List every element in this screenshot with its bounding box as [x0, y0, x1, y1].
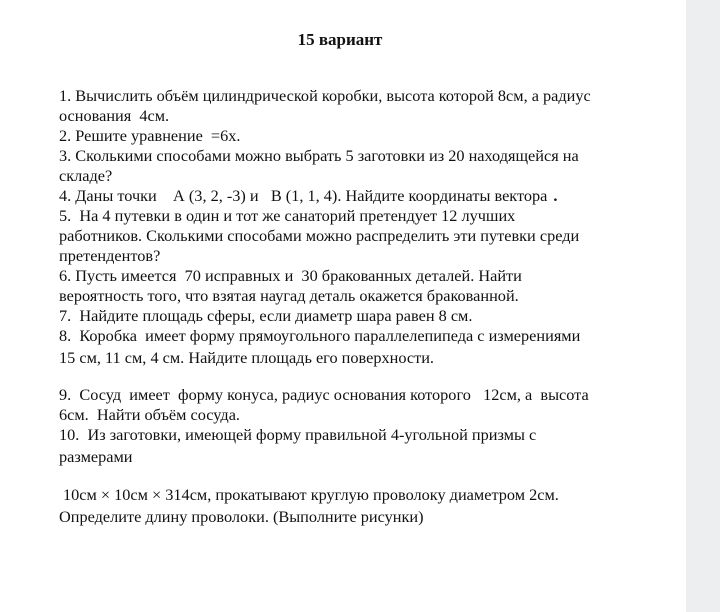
task-6-line-1: 6. Пусть имеется 70 исправных и 30 бракованных деталей. Найти [59, 266, 522, 285]
task-5-line-1: 5. На 4 путевки в один и тот же санаторий претендует 12 лучших [59, 206, 516, 225]
task-10-line-1: 10. Из заготовки, имеющей форму правильной 4-угольной призмы с [59, 425, 537, 444]
task-8-line-2: 15 см, 11 см, 4 см. Найдите площадь его поверхности. [59, 348, 434, 367]
task-10-line-4: Определите длину проволоки. (Выполните рисунки) [59, 507, 424, 526]
vector-symbol: . [553, 186, 558, 205]
page-title: 15 вариант [297, 30, 383, 49]
task-7-line-1: 7. Найдите площадь сферы, если диаметр шара равен 8 см. [59, 306, 473, 325]
task-1-line-2: основания 4см. [59, 106, 170, 125]
task-5-line-2: работников. Сколькими способами можно распределить эти путевки среди [59, 226, 580, 245]
task-3-line-2: складе? [59, 166, 113, 185]
task-8-line-1: 8. Коробка имеет форму прямоугольного параллелепипеда с измерениями [59, 326, 581, 345]
task-10-line-2: размерами [59, 447, 133, 466]
task-5-line-3: претендентов? [59, 246, 161, 265]
task-4-line-1 [59, 186, 558, 206]
task-1-line-1: 1. Вычислить объём цилиндрической коробки, высота которой 8см, а радиус [59, 86, 591, 105]
task-3-line-1: 3. Сколькими способами можно выбрать 5 заготовки из 20 находящейся на [59, 146, 579, 165]
task-9-line-2: 6см. Найти объём сосуда. [59, 405, 240, 424]
task-2-line-1: 2. Решите уравнение =6х. [59, 126, 241, 145]
task-10-line-3: 10см × 10см × 314см, прокатывают круглую проволоку диаметром 2см. [63, 485, 559, 504]
task-9-line-1: 9. Сосуд имеет форму конуса, радиус основания которого 12см, а высота [59, 385, 589, 404]
task-6-line-2: вероятность того, что взятая наугад деталь окажется бракованной. [59, 286, 519, 305]
right-margin-strip [686, 0, 720, 612]
task-4-text: 4. Даны точки А (3, 2, -3) и В (1, 1, 4). Найдите координаты вектора [59, 186, 548, 205]
